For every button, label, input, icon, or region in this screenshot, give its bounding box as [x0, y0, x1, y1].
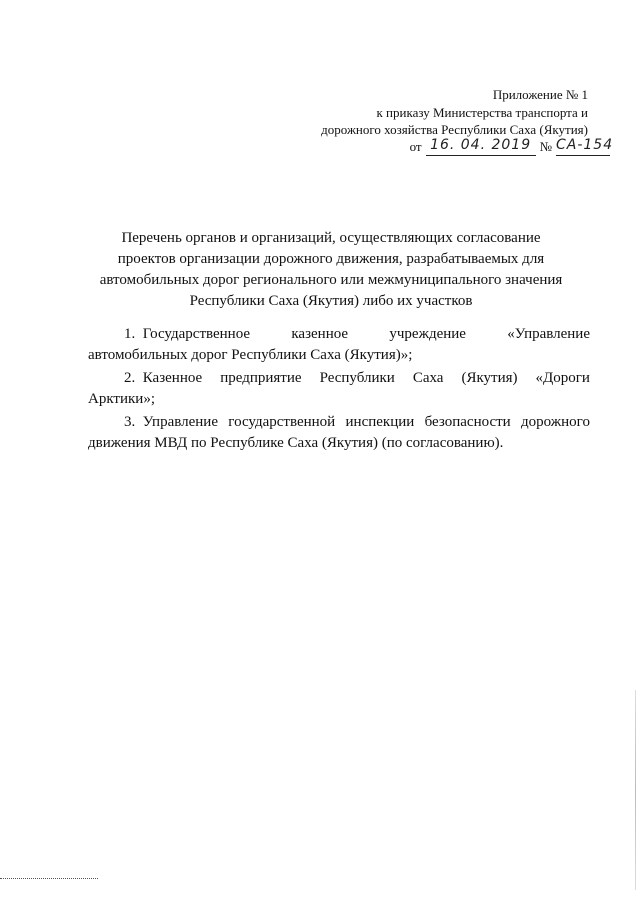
- list-item-word: государственной: [228, 414, 336, 430]
- list-item-word: «Дороги: [535, 370, 590, 386]
- list-item-first-line: [88, 412, 590, 433]
- organizations-list: [88, 324, 590, 456]
- list-item-word: (Якутия): [461, 370, 518, 386]
- order-reference-line-2: дорожного хозяйства Республики Саха (Якутия): [321, 122, 588, 137]
- list-item-continuation: Арктики»;: [88, 391, 155, 407]
- list-item-number: 3.: [124, 414, 136, 430]
- list-item-text: 3. Управление: [124, 412, 218, 433]
- list-item-continuation: движения МВД по Республике Саха (Якутия) (по согласованию).: [88, 435, 504, 451]
- list-item: [88, 368, 590, 410]
- list-item-word: Республики: [319, 370, 395, 386]
- number-prefix: №: [539, 139, 552, 154]
- list-item-word: безопасности: [424, 414, 511, 430]
- list-item-word: Саха: [412, 370, 444, 386]
- list-item-text: 1. Государственное: [124, 324, 250, 345]
- handwritten-number: СА-154: [556, 137, 614, 153]
- list-item-first-line: [88, 324, 590, 345]
- scan-edge-mark: [0, 878, 98, 879]
- date-prefix: от: [409, 139, 422, 154]
- list-item-number: 2.: [124, 370, 136, 386]
- list-item-word: учреждение: [389, 326, 466, 342]
- date-field: [426, 139, 536, 156]
- list-item: [88, 412, 590, 454]
- appendix-label: Приложение № 1: [492, 87, 588, 102]
- list-item-word: казенное: [291, 326, 349, 342]
- list-item-number: 1.: [124, 326, 136, 342]
- title-line: автомобильных дорог регионального или межмуниципального значения: [99, 272, 563, 288]
- order-date-number-line: [409, 137, 614, 156]
- list-item-first-line: [88, 368, 590, 389]
- title-line: проектов организации дорожного движения, разрабатываемых для: [117, 251, 545, 267]
- list-item-continuation: автомобильных дорог Республики Саха (Якутия)»;: [88, 347, 413, 363]
- list-item-text: 2. Казенное: [124, 368, 202, 389]
- title-line: Республики Саха (Якутия) либо их участков: [189, 293, 473, 309]
- list-item-word: дорожного: [521, 414, 590, 430]
- list-item-word: инспекции: [345, 414, 415, 430]
- list-item-word: «Управление: [507, 326, 590, 342]
- order-reference-line-1: к приказу Министерства транспорта и: [376, 105, 588, 120]
- title-line: Перечень органов и организаций, осуществляющих согласование: [121, 230, 541, 246]
- handwritten-date: 16. 04. 2019: [430, 137, 532, 153]
- list-item-word: предприятие: [220, 370, 302, 386]
- document-title: [70, 228, 592, 312]
- list-item: [88, 324, 590, 366]
- number-field: [556, 137, 614, 156]
- scan-right-edge: [635, 690, 636, 890]
